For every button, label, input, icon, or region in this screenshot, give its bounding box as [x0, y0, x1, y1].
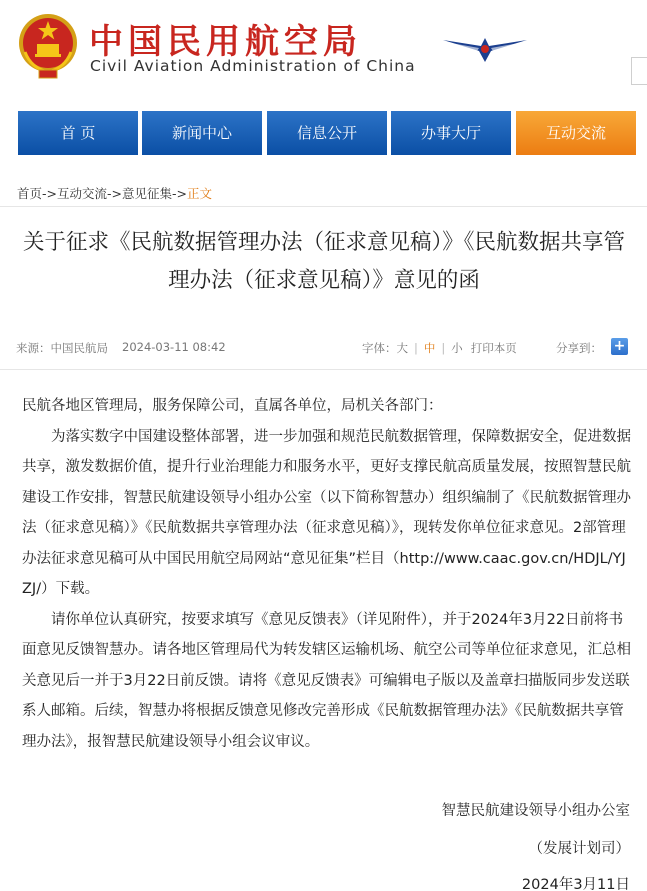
article-source: 来源：中国民航局 [16, 341, 108, 355]
nav-item-service-hall[interactable]: 办事大厅 [391, 111, 511, 155]
nav-item-info-disclosure[interactable]: 信息公开 [267, 111, 387, 155]
nav-item-home[interactable]: 首 页 [18, 111, 138, 155]
share-label: 分享到： [556, 341, 602, 355]
breadcrumb-home[interactable]: 首页 [17, 186, 43, 201]
divider: | [414, 341, 418, 355]
site-header [0, 0, 647, 98]
font-size-label: 字体： [362, 341, 397, 355]
breadcrumb-separator: -> [172, 186, 187, 201]
main-nav [0, 111, 647, 155]
breadcrumb-separator: -> [107, 186, 122, 201]
divider [0, 206, 647, 207]
breadcrumb-separator: -> [42, 186, 57, 201]
caac-wings-logo-icon [441, 32, 529, 66]
font-size-medium-button[interactable]: 中 [423, 341, 436, 355]
nav-item-interaction[interactable]: 互动交流 [516, 111, 636, 155]
search-input[interactable] [631, 57, 647, 85]
article-meta [16, 336, 630, 360]
article-paragraph: 请你单位认真研究，按要求填写《意见反馈表》（详见附件），并于2024年3月22日前将书面意见反馈智慧办。请各地区管理局代为转发辖区运输机场、航空公司等单位征求意见，汇总相关意见后一并于3月22日前反馈。请将《意见反馈表》可编辑电子版以及盖章扫描版同步发送联系人邮箱。后续，智慧办将根据反馈意见修改完善形成《民航数据管理办法》《民航数据共享管理办法》，报智慧民航建设领导小组会议审议。 [22, 611, 631, 750]
article-paragraph: 为落实数字中国建设整体部署，进一步加强和规范民航数据管理，保障数据安全，促进数据共享，激发数据价值，提升行业治理能力和服务水平，更好支撑民航高质量发展，按照智慧民航建设工作安排，智慧民航建设领导小组办公室（以下简称智慧办）组织编制了《民航数据管理办法（征求意见稿）》《民航数据共享管理办法（征求意见稿）》，现转发你单位征求意见。2部管理办法征求意见稿可从中国民用航空局网站“意见征集”栏目（http://www.caac.gov.cn/HDJL/YJZJ/）下载。 [22, 428, 631, 597]
font-size-small-button[interactable]: 小 [451, 341, 463, 355]
nav-item-news[interactable]: 新闻中心 [142, 111, 262, 155]
share-plus-button[interactable]: + [611, 338, 628, 355]
print-button[interactable]: 打印本页 [470, 341, 517, 355]
article-body [22, 391, 634, 757]
site-title-cn: 中国民用航空局 [89, 22, 362, 62]
breadcrumb [17, 184, 212, 202]
font-size-large-button[interactable]: 大 [396, 341, 408, 355]
divider: | [441, 341, 446, 355]
national-emblem-icon [17, 12, 79, 80]
font-size-selector [362, 340, 517, 356]
signature-dept: （发展计划司） [528, 841, 630, 857]
page-title: 关于征求《民航数据管理办法（征求意见稿）》《民航数据共享管理办法（征求意见稿）》意见的函 [22, 230, 625, 293]
signature-org: 智慧民航建设领导小组办公室 [441, 803, 630, 819]
site-title-en: Civil Aviation Administration of China [90, 57, 416, 75]
article-greeting: 民航各地区管理局，服务保障公司，直属各单位，局机关各部门： [22, 398, 443, 414]
breadcrumb-current: 正文 [187, 186, 213, 201]
breadcrumb-interaction[interactable]: 互动交流 [57, 186, 108, 201]
breadcrumb-solicitation[interactable]: 意见征集 [122, 186, 173, 201]
divider [0, 369, 647, 370]
article-date: 2024-03-11 08:42 [122, 340, 226, 354]
signature-date: 2024年3月11日 [521, 877, 630, 891]
